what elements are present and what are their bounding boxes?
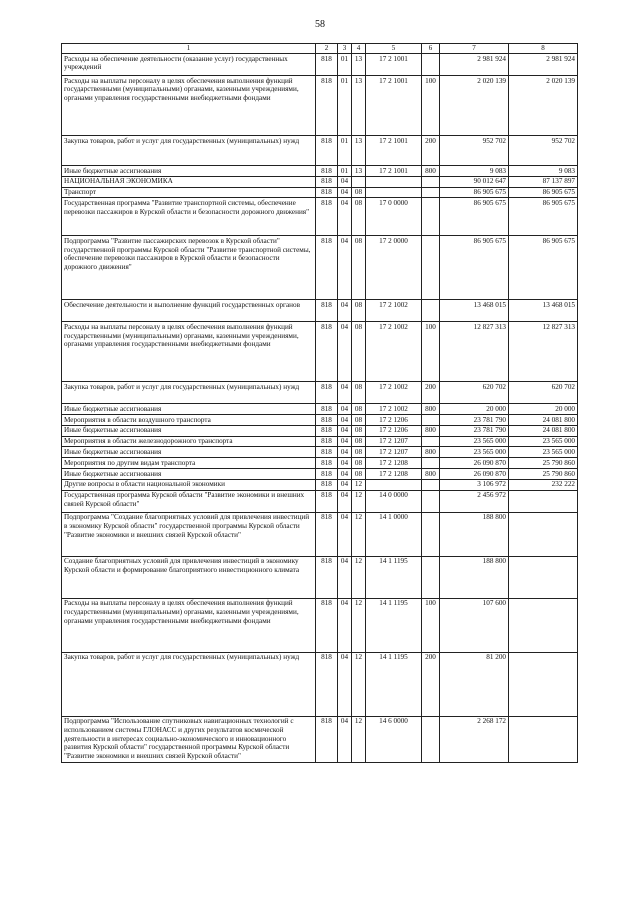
cell-pr: 12 <box>352 598 366 652</box>
cell-vr: 200 <box>422 382 440 404</box>
cell-v8: 2 981 924 <box>509 54 578 76</box>
cell-v7: 23 565 000 <box>440 436 509 447</box>
cell-rz: 04 <box>338 512 352 556</box>
table-row <box>62 136 578 166</box>
cell-vr <box>422 54 440 76</box>
cell-vr <box>422 512 440 556</box>
cell-name: Закупка товаров, работ и услуг для государственных (муниципальных) нужд <box>62 136 316 166</box>
cell-grbs: 818 <box>316 382 338 404</box>
cell-pr: 08 <box>352 300 366 322</box>
cell-csr: 17 2 1001 <box>366 136 422 166</box>
cell-v8: 86 905 675 <box>509 236 578 300</box>
cell-v8: 23 565 000 <box>509 436 578 447</box>
cell-v7: 86 905 675 <box>440 236 509 300</box>
cell-pr: 08 <box>352 187 366 198</box>
table-row <box>62 236 578 300</box>
cell-name: Подпрограмма "Создание благоприятных условий для привлечения инвестиций в экономику Курской области" государственной программы Курской области "Развитие экономики и внешних связей Курской области" <box>62 512 316 556</box>
cell-vr: 100 <box>422 322 440 382</box>
cell-pr: 08 <box>352 447 366 458</box>
cell-csr: 17 2 1207 <box>366 447 422 458</box>
page-number: 58 <box>315 19 325 30</box>
table-body <box>62 54 578 763</box>
cell-v7: 86 905 675 <box>440 198 509 236</box>
cell-grbs: 818 <box>316 300 338 322</box>
cell-rz: 04 <box>338 322 352 382</box>
cell-grbs: 818 <box>316 490 338 512</box>
cell-pr: 12 <box>352 556 366 598</box>
cell-rz: 01 <box>338 76 352 136</box>
table-row <box>62 490 578 512</box>
cell-vr <box>422 236 440 300</box>
cell-pr: 13 <box>352 136 366 166</box>
cell-rz: 04 <box>338 436 352 447</box>
cell-csr: 17 2 1206 <box>366 415 422 426</box>
cell-rz: 04 <box>338 447 352 458</box>
cell-grbs: 818 <box>316 447 338 458</box>
cell-name: Мероприятия в области железнодорожного транспорта <box>62 436 316 447</box>
cell-v7: 12 827 313 <box>440 322 509 382</box>
cell-csr: 17 2 1002 <box>366 322 422 382</box>
cell-vr <box>422 716 440 762</box>
cell-vr <box>422 458 440 469</box>
cell-pr: 13 <box>352 76 366 136</box>
cell-v7: 620 702 <box>440 382 509 404</box>
cell-csr: 17 2 1002 <box>366 300 422 322</box>
cell-v8: 9 083 <box>509 166 578 177</box>
cell-vr <box>422 415 440 426</box>
cell-rz: 01 <box>338 166 352 177</box>
cell-csr: 17 2 1208 <box>366 458 422 469</box>
column-header: 8 <box>509 44 578 54</box>
cell-v7: 107 600 <box>440 598 509 652</box>
cell-v7: 86 905 675 <box>440 187 509 198</box>
cell-grbs: 818 <box>316 436 338 447</box>
cell-name: Государственная программа "Развитие транспортной системы, обеспечение перевозки пассажиров в Курской области и безопасности дорожного движения" <box>62 198 316 236</box>
cell-csr: 17 2 1001 <box>366 166 422 177</box>
cell-vr: 200 <box>422 652 440 716</box>
column-header: 5 <box>366 44 422 54</box>
cell-v7: 2 268 172 <box>440 716 509 762</box>
cell-pr: 08 <box>352 382 366 404</box>
cell-pr: 08 <box>352 436 366 447</box>
cell-name: Мероприятия по другим видам транспорта <box>62 458 316 469</box>
table-row <box>62 436 578 447</box>
cell-rz: 01 <box>338 136 352 166</box>
cell-csr <box>366 479 422 490</box>
cell-vr: 100 <box>422 76 440 136</box>
cell-vr <box>422 436 440 447</box>
cell-grbs: 818 <box>316 187 338 198</box>
cell-grbs: 818 <box>316 76 338 136</box>
cell-v8: 23 565 000 <box>509 447 578 458</box>
cell-rz: 01 <box>338 54 352 76</box>
cell-grbs: 818 <box>316 556 338 598</box>
cell-name: Другие вопросы в области национальной экономики <box>62 479 316 490</box>
cell-vr <box>422 187 440 198</box>
table-row <box>62 479 578 490</box>
cell-rz: 04 <box>338 300 352 322</box>
cell-name: Иные бюджетные ассигнования <box>62 166 316 177</box>
cell-rz: 04 <box>338 652 352 716</box>
cell-csr: 17 2 1002 <box>366 404 422 415</box>
cell-vr <box>422 176 440 187</box>
cell-rz: 04 <box>338 415 352 426</box>
cell-v8: 232 222 <box>509 479 578 490</box>
cell-grbs: 818 <box>316 166 338 177</box>
cell-grbs: 818 <box>316 136 338 166</box>
cell-v8: 24 081 800 <box>509 425 578 436</box>
cell-name: Иные бюджетные ассигнования <box>62 404 316 415</box>
cell-v8 <box>509 652 578 716</box>
cell-grbs: 818 <box>316 425 338 436</box>
table-row <box>62 176 578 187</box>
table-row <box>62 447 578 458</box>
cell-v8 <box>509 490 578 512</box>
cell-grbs: 818 <box>316 652 338 716</box>
cell-pr: 08 <box>352 425 366 436</box>
cell-name: Иные бюджетные ассигнования <box>62 425 316 436</box>
cell-name: Закупка товаров, работ и услуг для государственных (муниципальных) нужд <box>62 652 316 716</box>
cell-grbs: 818 <box>316 54 338 76</box>
cell-name: Расходы на выплаты персоналу в целях обеспечения выполнения функций государственными (муниципальными) органами, казенными учреждениями, органами управления государственными внебюджетными фондами <box>62 598 316 652</box>
column-header: 3 <box>338 44 352 54</box>
cell-csr: 17 2 0000 <box>366 236 422 300</box>
header-row <box>62 44 578 54</box>
cell-rz: 04 <box>338 187 352 198</box>
column-header: 2 <box>316 44 338 54</box>
cell-v8: 86 905 675 <box>509 187 578 198</box>
column-header: 6 <box>422 44 440 54</box>
cell-csr: 17 2 1206 <box>366 425 422 436</box>
cell-grbs: 818 <box>316 458 338 469</box>
cell-vr: 200 <box>422 136 440 166</box>
cell-grbs: 818 <box>316 176 338 187</box>
table-row <box>62 404 578 415</box>
cell-grbs: 818 <box>316 198 338 236</box>
cell-rz: 04 <box>338 490 352 512</box>
cell-v8: 25 790 860 <box>509 458 578 469</box>
cell-csr: 14 0 0000 <box>366 490 422 512</box>
cell-v8 <box>509 716 578 762</box>
cell-vr: 800 <box>422 469 440 480</box>
cell-v7: 2 456 972 <box>440 490 509 512</box>
table-row <box>62 425 578 436</box>
cell-name: Мероприятия в области воздушного транспорта <box>62 415 316 426</box>
cell-v7: 188 800 <box>440 512 509 556</box>
cell-name: Расходы на обеспечение деятельности (оказание услуг) государственных учреждений <box>62 54 316 76</box>
cell-v7: 26 090 870 <box>440 458 509 469</box>
cell-csr: 17 2 1207 <box>366 436 422 447</box>
cell-pr: 08 <box>352 236 366 300</box>
cell-grbs: 818 <box>316 322 338 382</box>
cell-v7: 952 702 <box>440 136 509 166</box>
cell-pr: 13 <box>352 54 366 76</box>
cell-vr <box>422 300 440 322</box>
cell-v8: 952 702 <box>509 136 578 166</box>
cell-name: НАЦИОНАЛЬНАЯ ЭКОНОМИКА <box>62 176 316 187</box>
cell-name: Транспорт <box>62 187 316 198</box>
cell-v7: 23 781 790 <box>440 415 509 426</box>
cell-v7: 2 981 924 <box>440 54 509 76</box>
cell-grbs: 818 <box>316 598 338 652</box>
cell-pr: 12 <box>352 479 366 490</box>
cell-vr: 800 <box>422 166 440 177</box>
cell-csr <box>366 187 422 198</box>
table-row <box>62 415 578 426</box>
cell-grbs: 818 <box>316 415 338 426</box>
cell-pr: 12 <box>352 512 366 556</box>
cell-pr: 08 <box>352 415 366 426</box>
cell-v7: 90 012 647 <box>440 176 509 187</box>
cell-csr: 17 2 1001 <box>366 54 422 76</box>
table-row <box>62 382 578 404</box>
cell-pr: 12 <box>352 716 366 762</box>
cell-v7: 2 020 139 <box>440 76 509 136</box>
cell-vr: 100 <box>422 598 440 652</box>
budget-table <box>61 43 578 763</box>
cell-grbs: 818 <box>316 404 338 415</box>
table-row <box>62 300 578 322</box>
cell-rz: 04 <box>338 236 352 300</box>
cell-csr: 17 0 0000 <box>366 198 422 236</box>
cell-v7: 26 090 870 <box>440 469 509 480</box>
cell-v8: 24 081 800 <box>509 415 578 426</box>
cell-name: Иные бюджетные ассигнования <box>62 447 316 458</box>
cell-v7: 23 781 790 <box>440 425 509 436</box>
cell-rz: 04 <box>338 425 352 436</box>
table-row <box>62 716 578 762</box>
table-row <box>62 54 578 76</box>
cell-csr: 17 2 1001 <box>366 76 422 136</box>
cell-rz: 04 <box>338 382 352 404</box>
cell-v8 <box>509 598 578 652</box>
cell-pr <box>352 176 366 187</box>
table-row <box>62 198 578 236</box>
cell-name: Государственная программа Курской области "Развитие экономики и внешних связей Курской области" <box>62 490 316 512</box>
cell-vr: 800 <box>422 404 440 415</box>
cell-csr: 17 2 1002 <box>366 382 422 404</box>
cell-v8: 20 000 <box>509 404 578 415</box>
cell-rz: 04 <box>338 176 352 187</box>
cell-rz: 04 <box>338 598 352 652</box>
cell-csr: 17 2 1208 <box>366 469 422 480</box>
cell-grbs: 818 <box>316 469 338 480</box>
cell-rz: 04 <box>338 469 352 480</box>
cell-v7: 3 106 972 <box>440 479 509 490</box>
column-header: 7 <box>440 44 509 54</box>
cell-v8: 87 137 897 <box>509 176 578 187</box>
cell-name: Расходы на выплаты персоналу в целях обеспечения выполнения функций государственными (муниципальными) органами, казенными учреждениями, органами управления государственными внебюджетными фондами <box>62 322 316 382</box>
cell-pr: 08 <box>352 322 366 382</box>
cell-pr: 12 <box>352 490 366 512</box>
table-row <box>62 512 578 556</box>
table-row <box>62 76 578 136</box>
cell-name: Закупка товаров, работ и услуг для государственных (муниципальных) нужд <box>62 382 316 404</box>
cell-name: Иные бюджетные ассигнования <box>62 469 316 480</box>
cell-rz: 04 <box>338 716 352 762</box>
cell-rz: 04 <box>338 198 352 236</box>
cell-v7: 81 200 <box>440 652 509 716</box>
cell-rz: 04 <box>338 404 352 415</box>
table-row <box>62 556 578 598</box>
cell-v8: 620 702 <box>509 382 578 404</box>
table-row <box>62 652 578 716</box>
cell-rz: 04 <box>338 479 352 490</box>
table-row <box>62 187 578 198</box>
cell-pr: 08 <box>352 404 366 415</box>
table-row <box>62 458 578 469</box>
cell-grbs: 818 <box>316 479 338 490</box>
cell-grbs: 818 <box>316 512 338 556</box>
cell-pr: 13 <box>352 166 366 177</box>
cell-v7: 23 565 000 <box>440 447 509 458</box>
cell-grbs: 818 <box>316 236 338 300</box>
cell-vr <box>422 479 440 490</box>
cell-v7: 9 083 <box>440 166 509 177</box>
cell-v8: 25 790 860 <box>509 469 578 480</box>
cell-v8 <box>509 556 578 598</box>
cell-v7: 20 000 <box>440 404 509 415</box>
cell-vr <box>422 556 440 598</box>
cell-v8: 2 020 139 <box>509 76 578 136</box>
cell-grbs: 818 <box>316 716 338 762</box>
cell-name: Подпрограмма "Использование спутниковых навигационных технологий с использованием системы ГЛОНАСС и других результатов космической деятельности в интересах социально-экономического и инновационного развития Курской области" государственной программы Курской области "Развитие экономики и внешних связей Курской области" <box>62 716 316 762</box>
table-row <box>62 166 578 177</box>
cell-vr: 800 <box>422 425 440 436</box>
cell-vr <box>422 490 440 512</box>
cell-csr: 14 6 0000 <box>366 716 422 762</box>
cell-name: Расходы на выплаты персоналу в целях обеспечения выполнения функций государственными (муниципальными) органами, казенными учреждениями, органами управления государственными внебюджетными фондами <box>62 76 316 136</box>
table-row <box>62 469 578 480</box>
table-row <box>62 322 578 382</box>
cell-rz: 04 <box>338 458 352 469</box>
cell-v8 <box>509 512 578 556</box>
cell-rz: 04 <box>338 556 352 598</box>
cell-csr: 14 1 1195 <box>366 556 422 598</box>
cell-vr: 800 <box>422 447 440 458</box>
cell-v7: 188 800 <box>440 556 509 598</box>
cell-v8: 12 827 313 <box>509 322 578 382</box>
cell-v8: 86 905 675 <box>509 198 578 236</box>
cell-pr: 08 <box>352 198 366 236</box>
cell-name: Подпрограмма "Развитие пассажирских перевозок в Курской области" государственной программы Курской области "Развитие транспортной системы, обеспечение перевозки пассажиров в Курской области и безопасности дорожного движения" <box>62 236 316 300</box>
cell-csr: 14 1 0000 <box>366 512 422 556</box>
cell-pr: 08 <box>352 469 366 480</box>
cell-v8: 13 468 015 <box>509 300 578 322</box>
table-row <box>62 598 578 652</box>
column-header: 4 <box>352 44 366 54</box>
cell-name: Создание благоприятных условий для привлечения инвестиций в экономику Курской области и формирование благоприятного инвестиционного климата <box>62 556 316 598</box>
cell-name: Обеспечение деятельности и выполнение функций государственных органов <box>62 300 316 322</box>
cell-pr: 12 <box>352 652 366 716</box>
cell-vr <box>422 198 440 236</box>
cell-csr: 14 1 1195 <box>366 598 422 652</box>
cell-csr <box>366 176 422 187</box>
cell-pr: 08 <box>352 458 366 469</box>
cell-csr: 14 1 1195 <box>366 652 422 716</box>
column-header: 1 <box>62 44 316 54</box>
cell-v7: 13 468 015 <box>440 300 509 322</box>
